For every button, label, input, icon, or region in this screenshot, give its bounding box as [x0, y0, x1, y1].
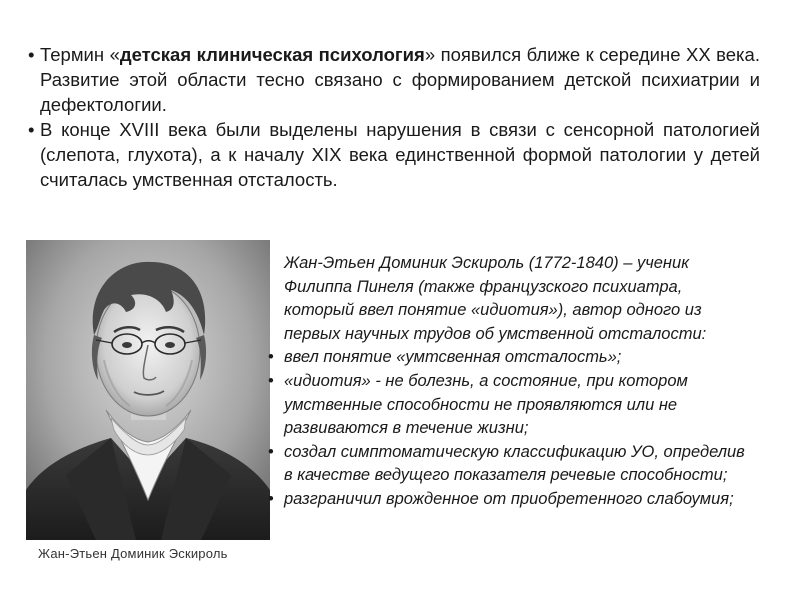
biography-item: • разграничил врожденное от приобретенного слабоумия; [262, 488, 752, 512]
portrait-caption: Жан-Этьен Доминик Эскироль [38, 546, 228, 561]
biography-list [262, 346, 752, 511]
intro-bullet-list [28, 42, 760, 192]
biography-item: • создал симптоматическую классификацию УО, определив в качестве ведущего показателя речевые способности; [262, 441, 752, 488]
bullet-term-pre: Термин « [40, 44, 120, 65]
portrait-engraving [26, 240, 270, 570]
biography-intro: Жан-Этьен Доминик Эскироль (1772-1840) – ученик Филиппа Пинеля (также французского психиатра, который ввел понятие «идиотия»), автор одного из первых научных трудов об умственной отсталости: [284, 254, 707, 343]
bullet-term-bold: детская клиническая психология [119, 44, 425, 65]
biography-block [262, 252, 752, 512]
portrait-image [26, 240, 270, 540]
bullet-history [28, 117, 760, 192]
bullet-term-post: » появился ближе к середине XX века. Развитие этой области тесно связано с формированием детской психиатрии и дефектологии. [40, 44, 760, 115]
biography-item: • «идиотия» - не болезнь, а состояние, при котором умственные способности не проявляются или не развиваются в течение жизни; [262, 370, 752, 441]
biography-item: • ввел понятие «умтсвенная отсталость»; [262, 346, 752, 370]
bullet-history-text: В конце XVIII века были выделены нарушения в связи с сенсорной патологией (слепота, глухота), а к началу XIX века единственной формой патологии у детей считалась умственная отсталость. [40, 119, 760, 190]
bullet-term-origin [28, 42, 760, 117]
